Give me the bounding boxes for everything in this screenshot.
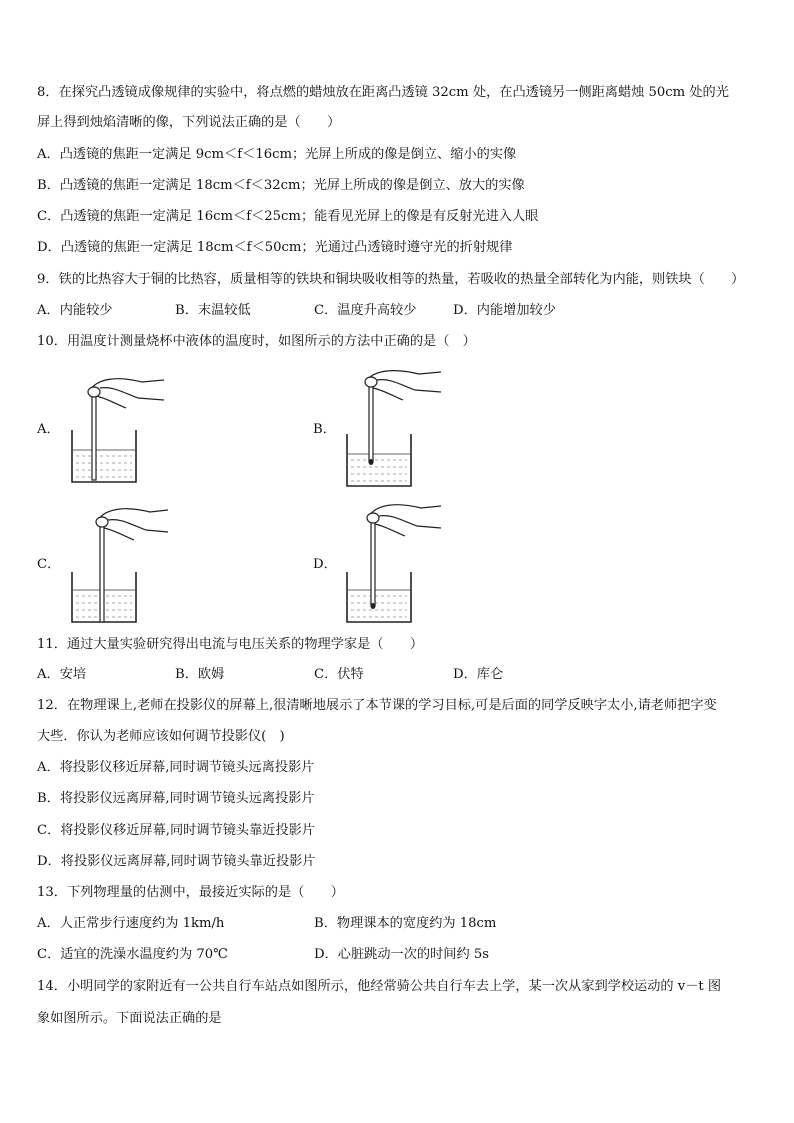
q11-option-a: A．安培 — [37, 667, 87, 682]
q10-label-d: D． — [313, 557, 337, 572]
q13-option-c: C．适宜的洗澡水温度约为 70℃ — [37, 947, 228, 962]
q8-option-b: B．凸透镜的焦距一定满足 18cm＜f＜32cm；光屏上所成的像是倒立、放大的实像 — [37, 178, 525, 193]
q10-label-b: B． — [313, 422, 336, 437]
q9-option-d: D．内能增加较少 — [453, 303, 556, 318]
q14-stem-line-1: 14．小明同学的家附近有一公共自行车站点如图所示，他经常骑公共自行车去上学，某一次从家到学校运动的 v－t 图 — [37, 979, 722, 994]
q12-option-c: C．将投影仪移近屏幕,同时调节镜头靠近投影片 — [37, 823, 316, 838]
q10-label-c: C． — [37, 557, 61, 572]
q10-figure-d — [335, 500, 445, 628]
q13-option-b: B．物理课本的宽度约为 18cm — [314, 916, 497, 931]
q11-option-d: D．库仑 — [453, 667, 504, 682]
q8-option-a: A．凸透镜的焦距一定满足 9cm＜f＜16cm；光屏上所成的像是倒立、缩小的实像 — [37, 147, 517, 162]
q10-figure-b — [335, 366, 445, 491]
q9-stem: 9．铁的比热容大于铜的比热容，质量相等的铁块和铜块吸收相等的热量，若吸收的热量全部转化为内能，则铁块（ ） — [37, 272, 745, 287]
q11-option-c: C．伏特 — [314, 667, 364, 682]
q8-stem-line-2: 屏上得到烛焰清晰的像，下列说法正确的是（ ） — [37, 115, 341, 130]
q12-stem-line-1: 12．在物理课上,老师在投影仪的屏幕上,很清晰地展示了本节课的学习目标,可是后面的同学反映字太小,请老师把字变 — [37, 698, 717, 713]
q12-stem-line-2: 大些．你认为老师应该如何调节投影仪( ) — [37, 729, 285, 744]
q9-option-a: A．内能较少 — [37, 303, 113, 318]
q12-option-b: B．将投影仪远离屏幕,同时调节镜头远离投影片 — [37, 791, 315, 806]
q12-option-a: A．将投影仪移近屏幕,同时调节镜头远离投影片 — [37, 760, 315, 775]
q13-option-a: A．人正常步行速度约为 1km/h — [37, 916, 225, 931]
q8-stem-line-1: 8．在探究凸透镜成像规律的实验中，将点燃的蜡烛放在距离凸透镜 32cm 处，在凸透镜另一侧距离蜡烛 50cm 处的光 — [37, 85, 729, 100]
q8-option-d: D．凸透镜的焦距一定满足 18cm＜f＜50cm；光通过凸透镜时遵守光的折射规律 — [37, 240, 513, 255]
q12-option-d: D．将投影仪远离屏幕,同时调节镜头靠近投影片 — [37, 854, 316, 869]
q10-figure-c — [60, 502, 170, 627]
q13-stem: 13．下列物理量的估测中，最接近实际的是（ ） — [37, 885, 344, 900]
q8-option-c: C．凸透镜的焦距一定满足 16cm＜f＜25cm；能看见光屏上的像是有反射光进入人眼 — [37, 209, 539, 224]
q9-option-c: C．温度升高较少 — [314, 303, 417, 318]
q10-stem: 10．用温度计测量烧杯中液体的温度时，如图所示的方法中正确的是（ ） — [37, 334, 476, 349]
q14-stem-line-2: 象如图所示。下面说法正确的是 — [37, 1011, 222, 1026]
q10-figure-a — [60, 368, 170, 488]
q10-label-a: A． — [37, 422, 60, 437]
q11-stem: 11．通过大量实验研究得出电流与电压关系的物理学家是（ ） — [37, 637, 424, 652]
q11-option-b: B．欧姆 — [175, 667, 225, 682]
q13-option-d: D．心脏跳动一次的时间约 5s — [314, 947, 489, 962]
q9-option-b: B．末温较低 — [175, 303, 251, 318]
